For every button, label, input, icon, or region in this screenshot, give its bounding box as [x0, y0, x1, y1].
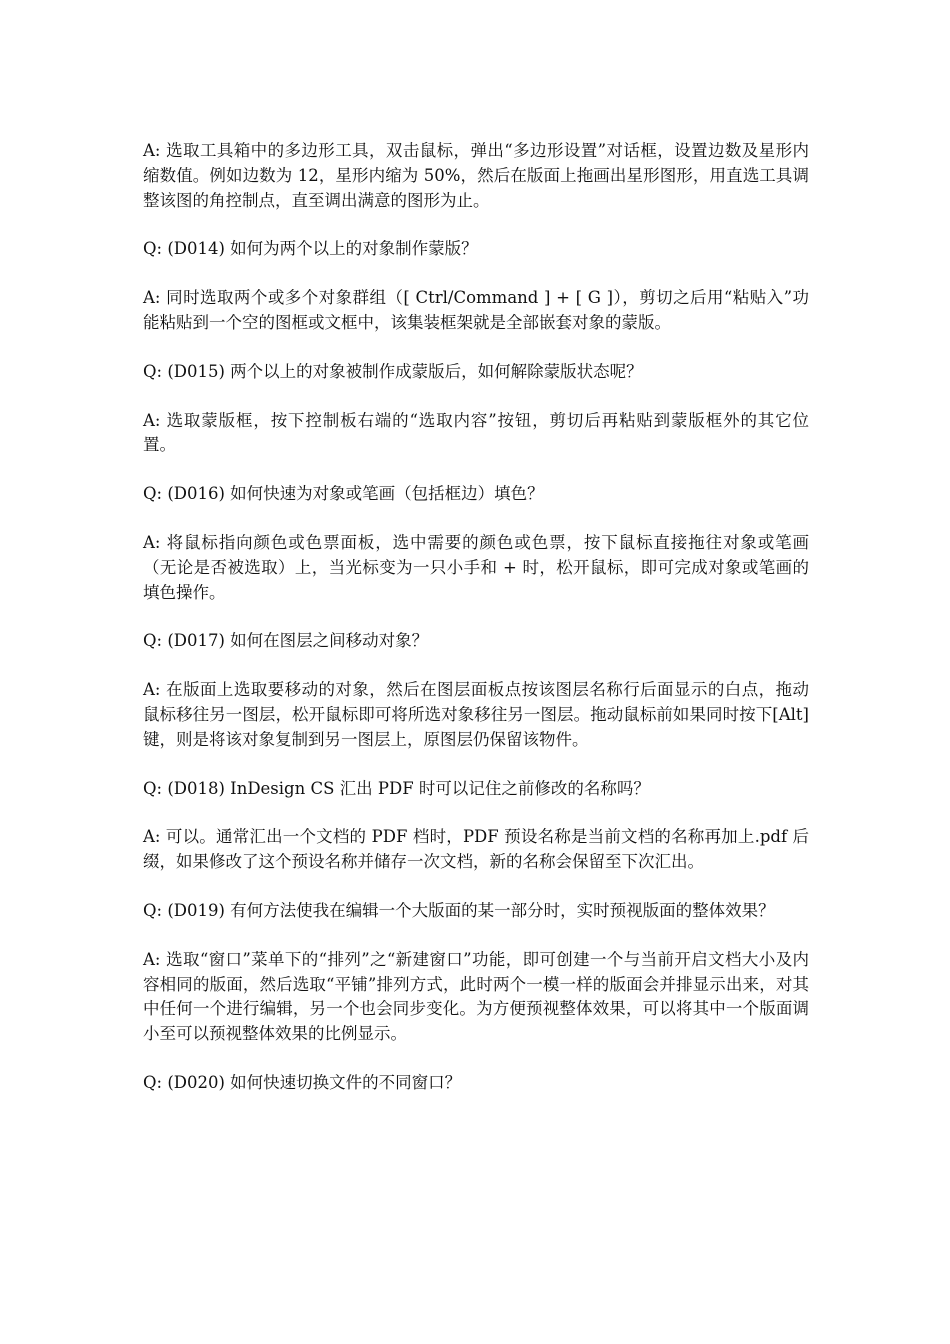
question-paragraph: Q: (D014) 如何为两个以上的对象制作蒙版？: [143, 239, 478, 259]
answer-paragraph: A: 同时选取两个或多个对象群组（[ Ctrl/Command ] + [ G ]），剪切之后用“粘贴入”功能粘贴到一个空的图框或文框中，该集装框架就是全部嵌套对象的蒙版。: [143, 288, 809, 332]
answer-paragraph: A: 选取工具箱中的多边形工具，双击鼠标，弹出“多边形设置”对话框，设置边数及星形内缩数值。例如边数为 12，星形内缩为 50%，然后在版面上拖画出星形图形，用直选工具调整该图的角控制点，直至调出满意的图形为止。: [143, 141, 809, 210]
answer-paragraph: A: 在版面上选取要移动的对象，然后在图层面板点按该图层名称行后面显示的白点，拖动鼠标移往另一图层，松开鼠标即可将所选对象移往另一图层。拖动鼠标前如果同时按下[Alt]键，则是将该对象复制到另一图层上，原图层仍保留该物件。: [143, 680, 809, 749]
answer-paragraph: A: 将鼠标指向颜色或色票面板，选中需要的颜色或色票，按下鼠标直接拖往对象或笔画（无论是否被选取）上，当光标变为一只小手和 + 时，松开鼠标，即可完成对象或笔画的填色操作。: [143, 532, 809, 602]
question-paragraph: Q: (D016) 如何快速为对象或笔画（包括框边）填色？: [143, 484, 544, 504]
document-page: [143, 139, 809, 1120]
question-paragraph: Q: (D015) 两个以上的对象被制作成蒙版后，如何解除蒙版状态呢？: [143, 361, 643, 381]
answer-paragraph: A: 选取蒙版框，按下控制板右端的“选取内容”按钮，剪切后再粘贴到蒙版框外的其它位置。: [143, 410, 809, 455]
answer-paragraph: A: 可以。通常汇出一个文档的 PDF 档时，PDF 预设名称是当前文档的名称再加上.pdf 后缀，如果修改了这个预设名称并储存一次文档，新的名称会保留至下次汇出。: [143, 827, 809, 872]
question-paragraph: Q: (D017) 如何在图层之间移动对象？: [143, 631, 429, 651]
answer-paragraph: A: 选取“窗口”菜单下的“排列”之“新建窗口”功能，即可创建一个与当前开启文档大小及内容相同的版面，然后选取“平铺”排列方式，此时两个一模一样的版面会并排显示出来，对其中任何一个进行编辑，另一个也会同步变化。为方便预视整体效果，可以将其中一个版面调小至可以预视整体效果的比例显示。: [143, 949, 809, 1044]
question-paragraph: Q: (D020) 如何快速切换文件的不同窗口？: [143, 1072, 462, 1092]
question-paragraph: Q: (D019) 有何方法使我在编辑一个大版面的某一部分时，实时预视版面的整体效果？: [143, 900, 775, 920]
question-paragraph: Q: (D018) InDesign CS 汇出 PDF 时可以记住之前修改的名称吗？: [143, 778, 650, 798]
